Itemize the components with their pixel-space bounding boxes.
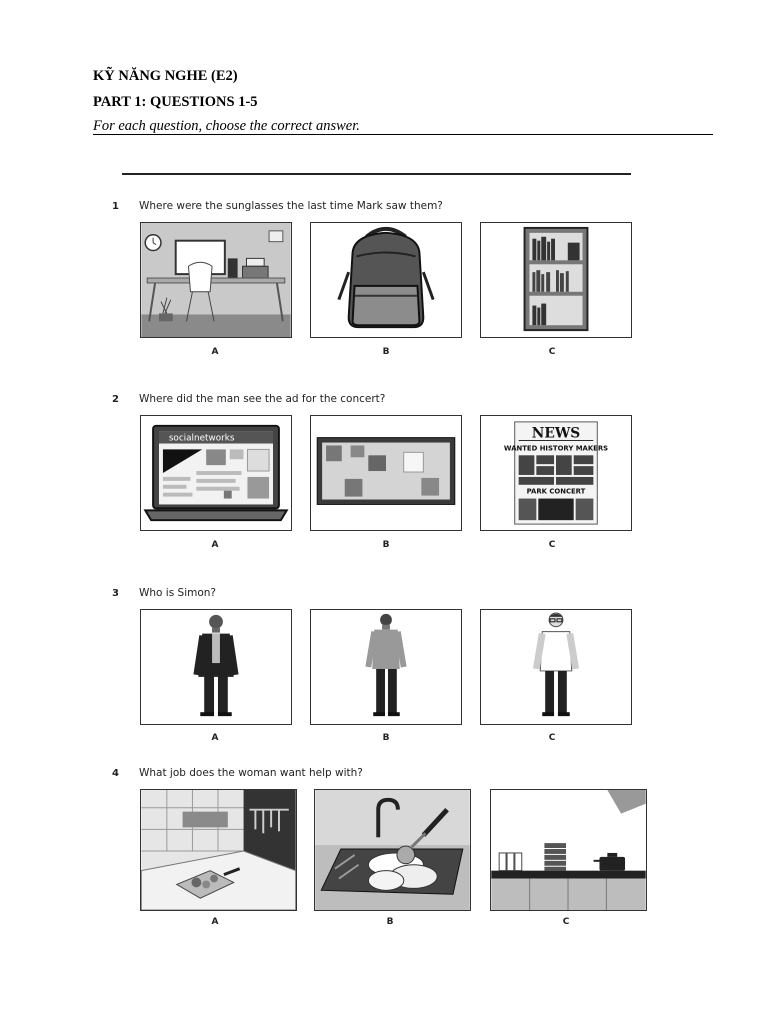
dirty-dishes-icon (315, 790, 470, 910)
part-heading: PART 1: QUESTIONS 1-5 (93, 94, 258, 110)
question-1-text: Where were the sunglasses the last time Mark saw them? (139, 200, 443, 212)
man-glasses-icon (481, 610, 631, 724)
newspaper-masthead: NEWS (531, 425, 581, 442)
q1-option-a-picture[interactable] (140, 222, 292, 338)
chopping-board-icon (141, 790, 296, 910)
q3-option-a-label: A (211, 733, 219, 743)
q2-option-b-label: B (382, 540, 390, 550)
instruction-text: For each question, choose the correct answer. (93, 118, 360, 134)
question-4-number: 4 (112, 768, 119, 779)
bookshelf-icon (481, 223, 631, 337)
noticeboard-icon (311, 416, 461, 530)
q2-option-a-picture[interactable] (140, 415, 292, 531)
q2-option-a-label: A (211, 540, 219, 550)
question-4-text: What job does the woman want help with? (139, 767, 363, 779)
header-rule (93, 134, 713, 135)
q2-option-c-label: C (548, 540, 556, 550)
q1-option-b-picture[interactable] (310, 222, 462, 338)
q3-option-a-picture[interactable] (140, 609, 292, 725)
q2-option-b-picture[interactable] (310, 415, 462, 531)
q4-option-a-label: A (211, 917, 219, 927)
newspaper-subheadline: PARK CONCERT (526, 487, 586, 496)
newspaper-headline: WANTED HISTORY MAKERS (503, 444, 609, 453)
newspaper-icon (481, 416, 631, 530)
backpack-icon (311, 223, 461, 337)
q1-option-b-label: B (382, 347, 390, 357)
q1-option-c-picture[interactable] (480, 222, 632, 338)
question-2-text: Where did the man see the ad for the concert? (139, 393, 386, 405)
q4-option-c-label: C (562, 917, 570, 927)
man-jacket-icon (141, 610, 291, 724)
q4-option-b-picture[interactable] (314, 789, 471, 911)
q3-option-c-label: C (548, 733, 556, 743)
q3-option-b-label: B (382, 733, 390, 743)
desk-scene-icon (141, 223, 291, 337)
q4-option-b-label: B (386, 917, 394, 927)
q3-option-b-picture[interactable] (310, 609, 462, 725)
laptop-icon (141, 416, 291, 530)
q3-option-c-picture[interactable] (480, 609, 632, 725)
man-shirt-icon (311, 610, 461, 724)
question-3-text: Who is Simon? (139, 587, 216, 599)
question-1-number: 1 (112, 201, 119, 212)
kitchen-counter-icon (491, 790, 646, 910)
question-2-number: 2 (112, 394, 119, 405)
q1-option-c-label: C (548, 347, 556, 357)
document-title: KỸ NĂNG NGHE (E2) (93, 68, 238, 84)
q1-option-a-label: A (211, 347, 219, 357)
section-rule (122, 173, 631, 175)
q4-option-a-picture[interactable] (140, 789, 297, 911)
question-3-number: 3 (112, 588, 119, 599)
q2-option-c-picture[interactable] (480, 415, 632, 531)
q4-option-c-picture[interactable] (490, 789, 647, 911)
social-networks-text: socialnetworks (168, 433, 235, 444)
